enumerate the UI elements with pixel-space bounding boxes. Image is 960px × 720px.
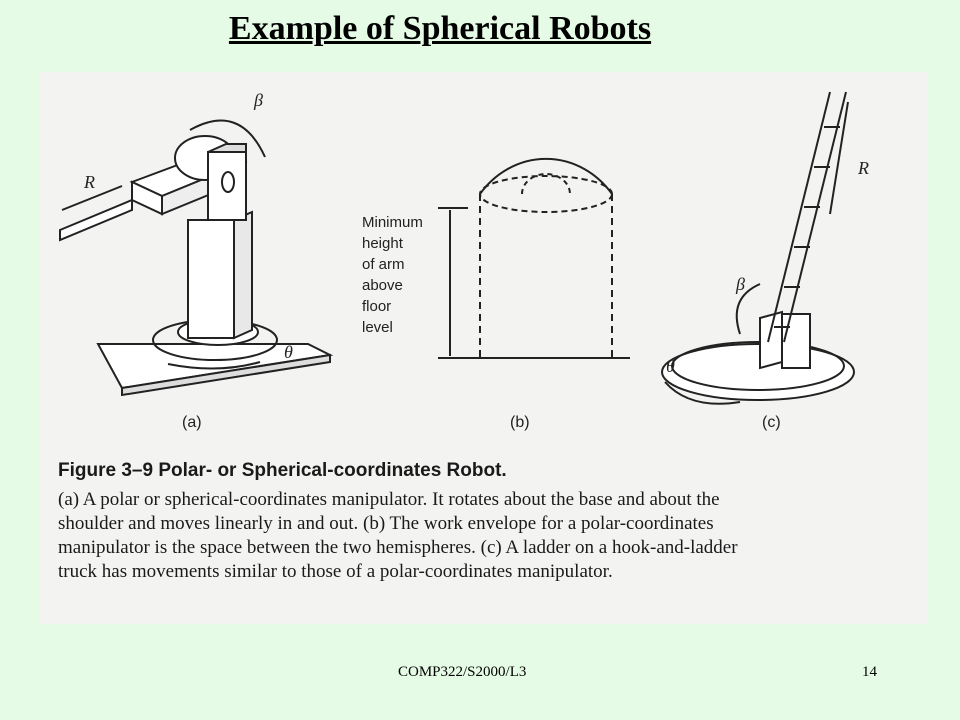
figure-caption — [58, 460, 918, 584]
subfigure-a-label: (a) — [182, 414, 202, 431]
figure-scan — [40, 72, 928, 624]
minimum-height-label: Minimum height of arm above floor level — [362, 214, 423, 336]
theta-a-label: θ — [284, 342, 293, 362]
beta-a-label: β — [254, 90, 263, 110]
caption-title: Figure 3–9 Polar- or Spherical-coordinates Robot. — [58, 460, 507, 481]
subfigure-b-label: (b) — [510, 414, 530, 431]
beta-c-label: β — [736, 274, 745, 294]
r-a-label: R — [84, 172, 95, 192]
ladder-c-drawing — [662, 92, 854, 404]
envelope-b-drawing — [438, 159, 630, 358]
r-c-label: R — [858, 158, 869, 178]
footer-page-number: 14 — [862, 664, 877, 680]
footer-course: COMP322/S2000/L3 — [398, 664, 527, 680]
caption-body: (a) A polar or spherical-coordinates manipulator. It rotates about the base and about the shoulder and moves linearly in and out. (b) The work envelope for a polar-coordinates manipulator is the space between the two hemispheres. (c) A ladder on a hook-and-ladder truck has movements similar to those of a polar-coordinates manipulator. — [58, 489, 738, 582]
theta-c-label: θ — [666, 356, 675, 376]
slide-title: Example of Spherical Robots — [228, 10, 652, 47]
subfigure-c-label: (c) — [762, 414, 781, 431]
